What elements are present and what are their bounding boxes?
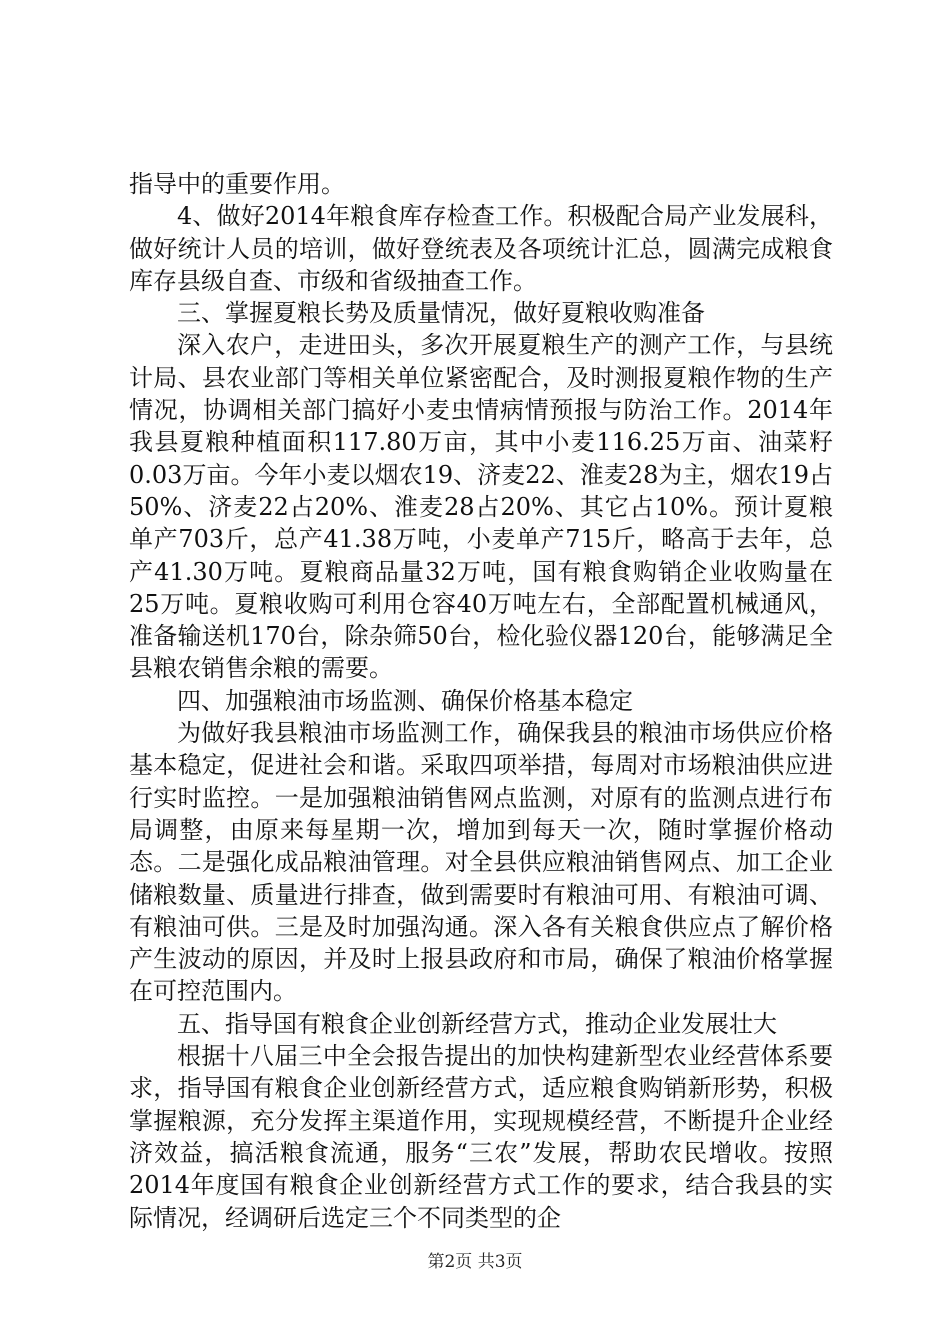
paragraph-market-monitoring: 为做好我县粮油市场监测工作，确保我县的粮油市场供应价格基本稳定，促进社会和谐。采取四项举措，每周对市场粮油供应进行实时监控。一是加强粮油销售网点监测，对原有的监测点进行布局调整，由原来每星期一次，增加到每天一次，随时掌握价格动态。二是强化成品粮油管理。对全县供应粮油销售网点、加工企业储粮数量、质量进行排查，做到需要时有粮油可用、有粮油可调、有粮油可供。三是及时加强沟通。深入各有关粮食供应点了解价格产生波动的原因，并及时上报县政府和市局，确保了粮油价格掌握在可控范围内。 <box>129 719 833 1006</box>
paragraph-summer-grain: 深入农户，走进田头，多次开展夏粮生产的测产工作，与县统计局、县农业部门等相关单位紧密配合，及时测报夏粮作物的生产情况，协调相关部门搞好小麦虫情病情预报与防治工作。2014年我县夏粮种植面积117.80万亩，其中小麦116.25万亩、油菜籽0.03万亩。今年小麦以烟农19、济麦22、淮麦28为主，烟农19占50%、济麦22占20%、淮麦28占20%、其它占10%。预计夏粮单产703斤，总产41.38万吨，小麦单产715斤，略高于去年，总产41.30万吨。夏粮商品量32万吨，国有粮食购销企业收购量在25万吨。夏粮收购可利用仓容40万吨左右，全部配置机械通风，准备输送机170台，除杂筛50台，检化验仪器120台，能够满足全县粮农销售余粮的需要。 <box>129 331 833 683</box>
section-heading-enterprise-innovation: 五、指导国有粮食企业创新经营方式，推动企业发展壮大 <box>177 1009 777 1038</box>
document-body <box>129 168 833 1234</box>
page-footer: 第2页 共3页 <box>427 1252 523 1272</box>
section-heading-summer-grain: 三、掌握夏粮长势及质量情况，做好夏粮收购准备 <box>177 299 705 328</box>
paragraph-enterprise-innovation: 根据十八届三中全会报告提出的加快构建新型农业经营体系要求，指导国有粮食企业创新经营方式，适应粮食购销新形势，积极掌握粮源，充分发挥主渠道作用，实现规模经营，不断提升企业经济效益，搞活粮食流通，服务“三农”发展，帮助农民增收。按照2014年度国有粮食企业创新经营方式工作的要求，结合我县的实际情况，经调研后选定三个不同类型的企 <box>129 1042 833 1232</box>
paragraph-continuation: 指导中的重要作用。 <box>129 170 345 198</box>
paragraph-inventory-check: 4、做好2014年粮食库存检查工作。积极配合局产业发展科，做好统计人员的培训，做好登统表及各项统计汇总，圆满完成粮食库存县级自查、市级和省级抽查工作。 <box>129 202 833 295</box>
section-heading-market-monitoring: 四、加强粮油市场监测、确保价格基本稳定 <box>177 686 633 715</box>
